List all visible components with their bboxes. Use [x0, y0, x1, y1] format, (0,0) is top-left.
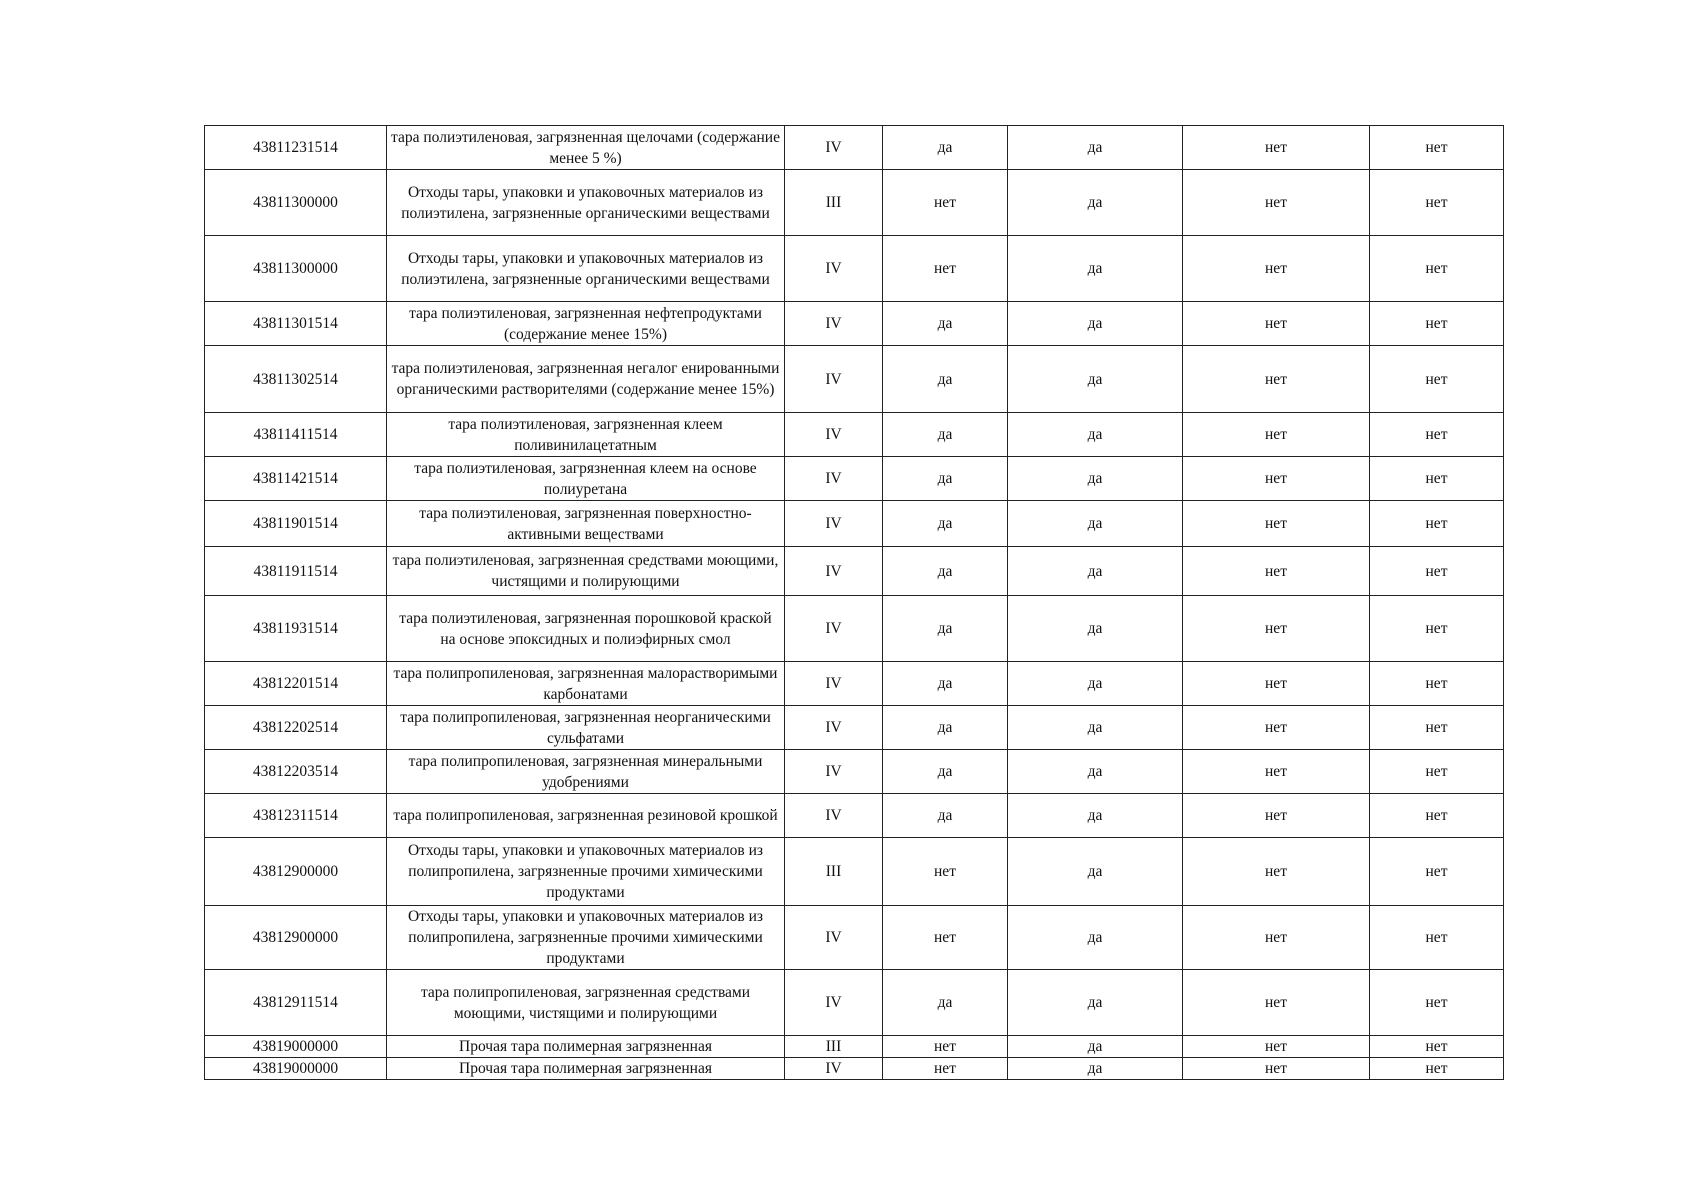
waste-name-cell: тара полиэтиленовая, загрязненная порошковой краской на основе эпоксидных и полиэфирных смол: [387, 596, 785, 662]
column-5-cell: да: [1008, 302, 1183, 346]
column-5-cell: да: [1008, 706, 1183, 750]
column-6-cell: нет: [1183, 457, 1370, 501]
hazard-class-cell: IV: [785, 906, 883, 970]
table-row: [205, 457, 1504, 501]
waste-name-cell: тара полипропиленовая, загрязненная минеральными удобрениями: [387, 750, 785, 794]
column-6-cell: нет: [1183, 302, 1370, 346]
column-7-cell: нет: [1370, 794, 1504, 838]
column-6-cell: нет: [1183, 501, 1370, 547]
table-row: [205, 126, 1504, 170]
column-4-cell: да: [883, 970, 1008, 1036]
column-6-cell: нет: [1183, 1058, 1370, 1080]
column-7-cell: нет: [1370, 750, 1504, 794]
column-7-cell: нет: [1370, 236, 1504, 302]
column-4-cell: да: [883, 706, 1008, 750]
column-4-cell: нет: [883, 236, 1008, 302]
column-5-cell: да: [1008, 596, 1183, 662]
table-row: [205, 346, 1504, 413]
waste-code-cell: 43812201514: [205, 662, 387, 706]
column-6-cell: нет: [1183, 1036, 1370, 1058]
column-5-cell: да: [1008, 547, 1183, 596]
column-4-cell: да: [883, 750, 1008, 794]
table-row: [205, 706, 1504, 750]
column-7-cell: нет: [1370, 662, 1504, 706]
hazard-class-cell: III: [785, 1036, 883, 1058]
column-4-cell: да: [883, 794, 1008, 838]
waste-code-cell: 43811931514: [205, 596, 387, 662]
table-row: [205, 547, 1504, 596]
waste-code-cell: 43811300000: [205, 170, 387, 236]
table-row: [205, 1036, 1504, 1058]
waste-name-cell: тара полипропиленовая, загрязненная малорастворимыми карбонатами: [387, 662, 785, 706]
hazard-class-cell: IV: [785, 126, 883, 170]
table-row: [205, 838, 1504, 906]
waste-name-cell: тара полипропиленовая, загрязненная неорганическими сульфатами: [387, 706, 785, 750]
waste-name-cell: Отходы тары, упаковки и упаковочных материалов из полиэтилена, загрязненные органическими веществами: [387, 170, 785, 236]
column-6-cell: нет: [1183, 126, 1370, 170]
table-row: [205, 970, 1504, 1036]
column-7-cell: нет: [1370, 838, 1504, 906]
hazard-class-cell: IV: [785, 413, 883, 457]
column-5-cell: да: [1008, 906, 1183, 970]
column-4-cell: да: [883, 501, 1008, 547]
column-7-cell: нет: [1370, 906, 1504, 970]
table-row: [205, 662, 1504, 706]
column-6-cell: нет: [1183, 706, 1370, 750]
waste-name-cell: тара полиэтиленовая, загрязненная средствами моющими, чистящими и полирующими: [387, 547, 785, 596]
column-4-cell: нет: [883, 1036, 1008, 1058]
waste-code-cell: 43819000000: [205, 1036, 387, 1058]
column-4-cell: да: [883, 346, 1008, 413]
table-row: [205, 236, 1504, 302]
column-5-cell: да: [1008, 1058, 1183, 1080]
waste-code-cell: 43811301514: [205, 302, 387, 346]
column-4-cell: да: [883, 302, 1008, 346]
hazard-class-cell: IV: [785, 706, 883, 750]
table-row: [205, 302, 1504, 346]
hazard-class-cell: IV: [785, 302, 883, 346]
waste-code-cell: 43819000000: [205, 1058, 387, 1080]
table-body: [205, 126, 1504, 1080]
column-4-cell: нет: [883, 838, 1008, 906]
column-7-cell: нет: [1370, 970, 1504, 1036]
table-row: [205, 750, 1504, 794]
hazard-class-cell: III: [785, 838, 883, 906]
column-7-cell: нет: [1370, 302, 1504, 346]
column-5-cell: да: [1008, 1036, 1183, 1058]
waste-name-cell: тара полиэтиленовая, загрязненная нефтепродуктами (содержание менее 15%): [387, 302, 785, 346]
waste-code-cell: 43811300000: [205, 236, 387, 302]
column-7-cell: нет: [1370, 126, 1504, 170]
column-6-cell: нет: [1183, 170, 1370, 236]
hazard-class-cell: IV: [785, 236, 883, 302]
table-row: [205, 906, 1504, 970]
column-7-cell: нет: [1370, 706, 1504, 750]
column-5-cell: да: [1008, 170, 1183, 236]
hazard-class-cell: IV: [785, 457, 883, 501]
hazard-class-cell: IV: [785, 662, 883, 706]
column-5-cell: да: [1008, 236, 1183, 302]
waste-code-cell: 43812900000: [205, 838, 387, 906]
column-7-cell: нет: [1370, 501, 1504, 547]
column-4-cell: да: [883, 547, 1008, 596]
column-5-cell: да: [1008, 346, 1183, 413]
hazard-class-cell: IV: [785, 346, 883, 413]
column-6-cell: нет: [1183, 596, 1370, 662]
waste-name-cell: тара полиэтиленовая, загрязненная клеем на основе полиуретана: [387, 457, 785, 501]
column-6-cell: нет: [1183, 906, 1370, 970]
table-row: [205, 413, 1504, 457]
waste-code-cell: 43812911514: [205, 970, 387, 1036]
hazard-class-cell: IV: [785, 1058, 883, 1080]
waste-name-cell: тара полипропиленовая, загрязненная средствами моющими, чистящими и полирующими: [387, 970, 785, 1036]
table-row: [205, 596, 1504, 662]
column-5-cell: да: [1008, 750, 1183, 794]
waste-code-cell: 43811421514: [205, 457, 387, 501]
waste-name-cell: тара полиэтиленовая, загрязненная негалог енированными органическими растворителями (содержание менее 15%): [387, 346, 785, 413]
column-7-cell: нет: [1370, 413, 1504, 457]
column-7-cell: нет: [1370, 1058, 1504, 1080]
column-5-cell: да: [1008, 413, 1183, 457]
column-5-cell: да: [1008, 838, 1183, 906]
hazard-class-cell: IV: [785, 596, 883, 662]
waste-name-cell: тара полиэтиленовая, загрязненная щелочами (содержание менее 5 %): [387, 126, 785, 170]
hazard-class-cell: IV: [785, 750, 883, 794]
waste-code-cell: 43811911514: [205, 547, 387, 596]
waste-name-cell: Прочая тара полимерная загрязненная: [387, 1036, 785, 1058]
column-6-cell: нет: [1183, 750, 1370, 794]
column-5-cell: да: [1008, 457, 1183, 501]
waste-code-cell: 43811411514: [205, 413, 387, 457]
waste-table: [204, 125, 1504, 1080]
column-7-cell: нет: [1370, 547, 1504, 596]
hazard-class-cell: IV: [785, 970, 883, 1036]
column-4-cell: да: [883, 457, 1008, 501]
waste-code-cell: 43811231514: [205, 126, 387, 170]
column-4-cell: нет: [883, 170, 1008, 236]
column-4-cell: да: [883, 126, 1008, 170]
hazard-class-cell: IV: [785, 501, 883, 547]
column-6-cell: нет: [1183, 794, 1370, 838]
column-7-cell: нет: [1370, 596, 1504, 662]
waste-code-cell: 43812900000: [205, 906, 387, 970]
column-6-cell: нет: [1183, 236, 1370, 302]
waste-name-cell: тара полиэтиленовая, загрязненная клеем поливинилацетатным: [387, 413, 785, 457]
column-5-cell: да: [1008, 970, 1183, 1036]
column-4-cell: да: [883, 596, 1008, 662]
waste-code-cell: 43811901514: [205, 501, 387, 547]
table-row: [205, 794, 1504, 838]
waste-code-cell: 43811302514: [205, 346, 387, 413]
hazard-class-cell: IV: [785, 547, 883, 596]
column-5-cell: да: [1008, 126, 1183, 170]
waste-code-cell: 43812202514: [205, 706, 387, 750]
column-5-cell: да: [1008, 662, 1183, 706]
column-7-cell: нет: [1370, 1036, 1504, 1058]
column-4-cell: да: [883, 413, 1008, 457]
waste-name-cell: Отходы тары, упаковки и упаковочных материалов из полипропилена, загрязненные прочими химическими продуктами: [387, 906, 785, 970]
column-4-cell: нет: [883, 1058, 1008, 1080]
waste-name-cell: тара полиэтиленовая, загрязненная поверхностно-активными веществами: [387, 501, 785, 547]
column-7-cell: нет: [1370, 170, 1504, 236]
column-6-cell: нет: [1183, 970, 1370, 1036]
column-4-cell: да: [883, 662, 1008, 706]
waste-name-cell: Отходы тары, упаковки и упаковочных материалов из полиэтилена, загрязненные органическими веществами: [387, 236, 785, 302]
column-6-cell: нет: [1183, 413, 1370, 457]
column-5-cell: да: [1008, 501, 1183, 547]
column-5-cell: да: [1008, 794, 1183, 838]
column-7-cell: нет: [1370, 346, 1504, 413]
column-6-cell: нет: [1183, 346, 1370, 413]
hazard-class-cell: III: [785, 170, 883, 236]
column-7-cell: нет: [1370, 457, 1504, 501]
waste-name-cell: тара полипропиленовая, загрязненная резиновой крошкой: [387, 794, 785, 838]
column-6-cell: нет: [1183, 838, 1370, 906]
waste-name-cell: Отходы тары, упаковки и упаковочных материалов из полипропилена, загрязненные прочими химическими продуктами: [387, 838, 785, 906]
table-row: [205, 1058, 1504, 1080]
hazard-class-cell: IV: [785, 794, 883, 838]
column-6-cell: нет: [1183, 547, 1370, 596]
table-row: [205, 170, 1504, 236]
waste-code-cell: 43812311514: [205, 794, 387, 838]
column-6-cell: нет: [1183, 662, 1370, 706]
waste-code-cell: 43812203514: [205, 750, 387, 794]
table-row: [205, 501, 1504, 547]
waste-name-cell: Прочая тара полимерная загрязненная: [387, 1058, 785, 1080]
column-4-cell: нет: [883, 906, 1008, 970]
